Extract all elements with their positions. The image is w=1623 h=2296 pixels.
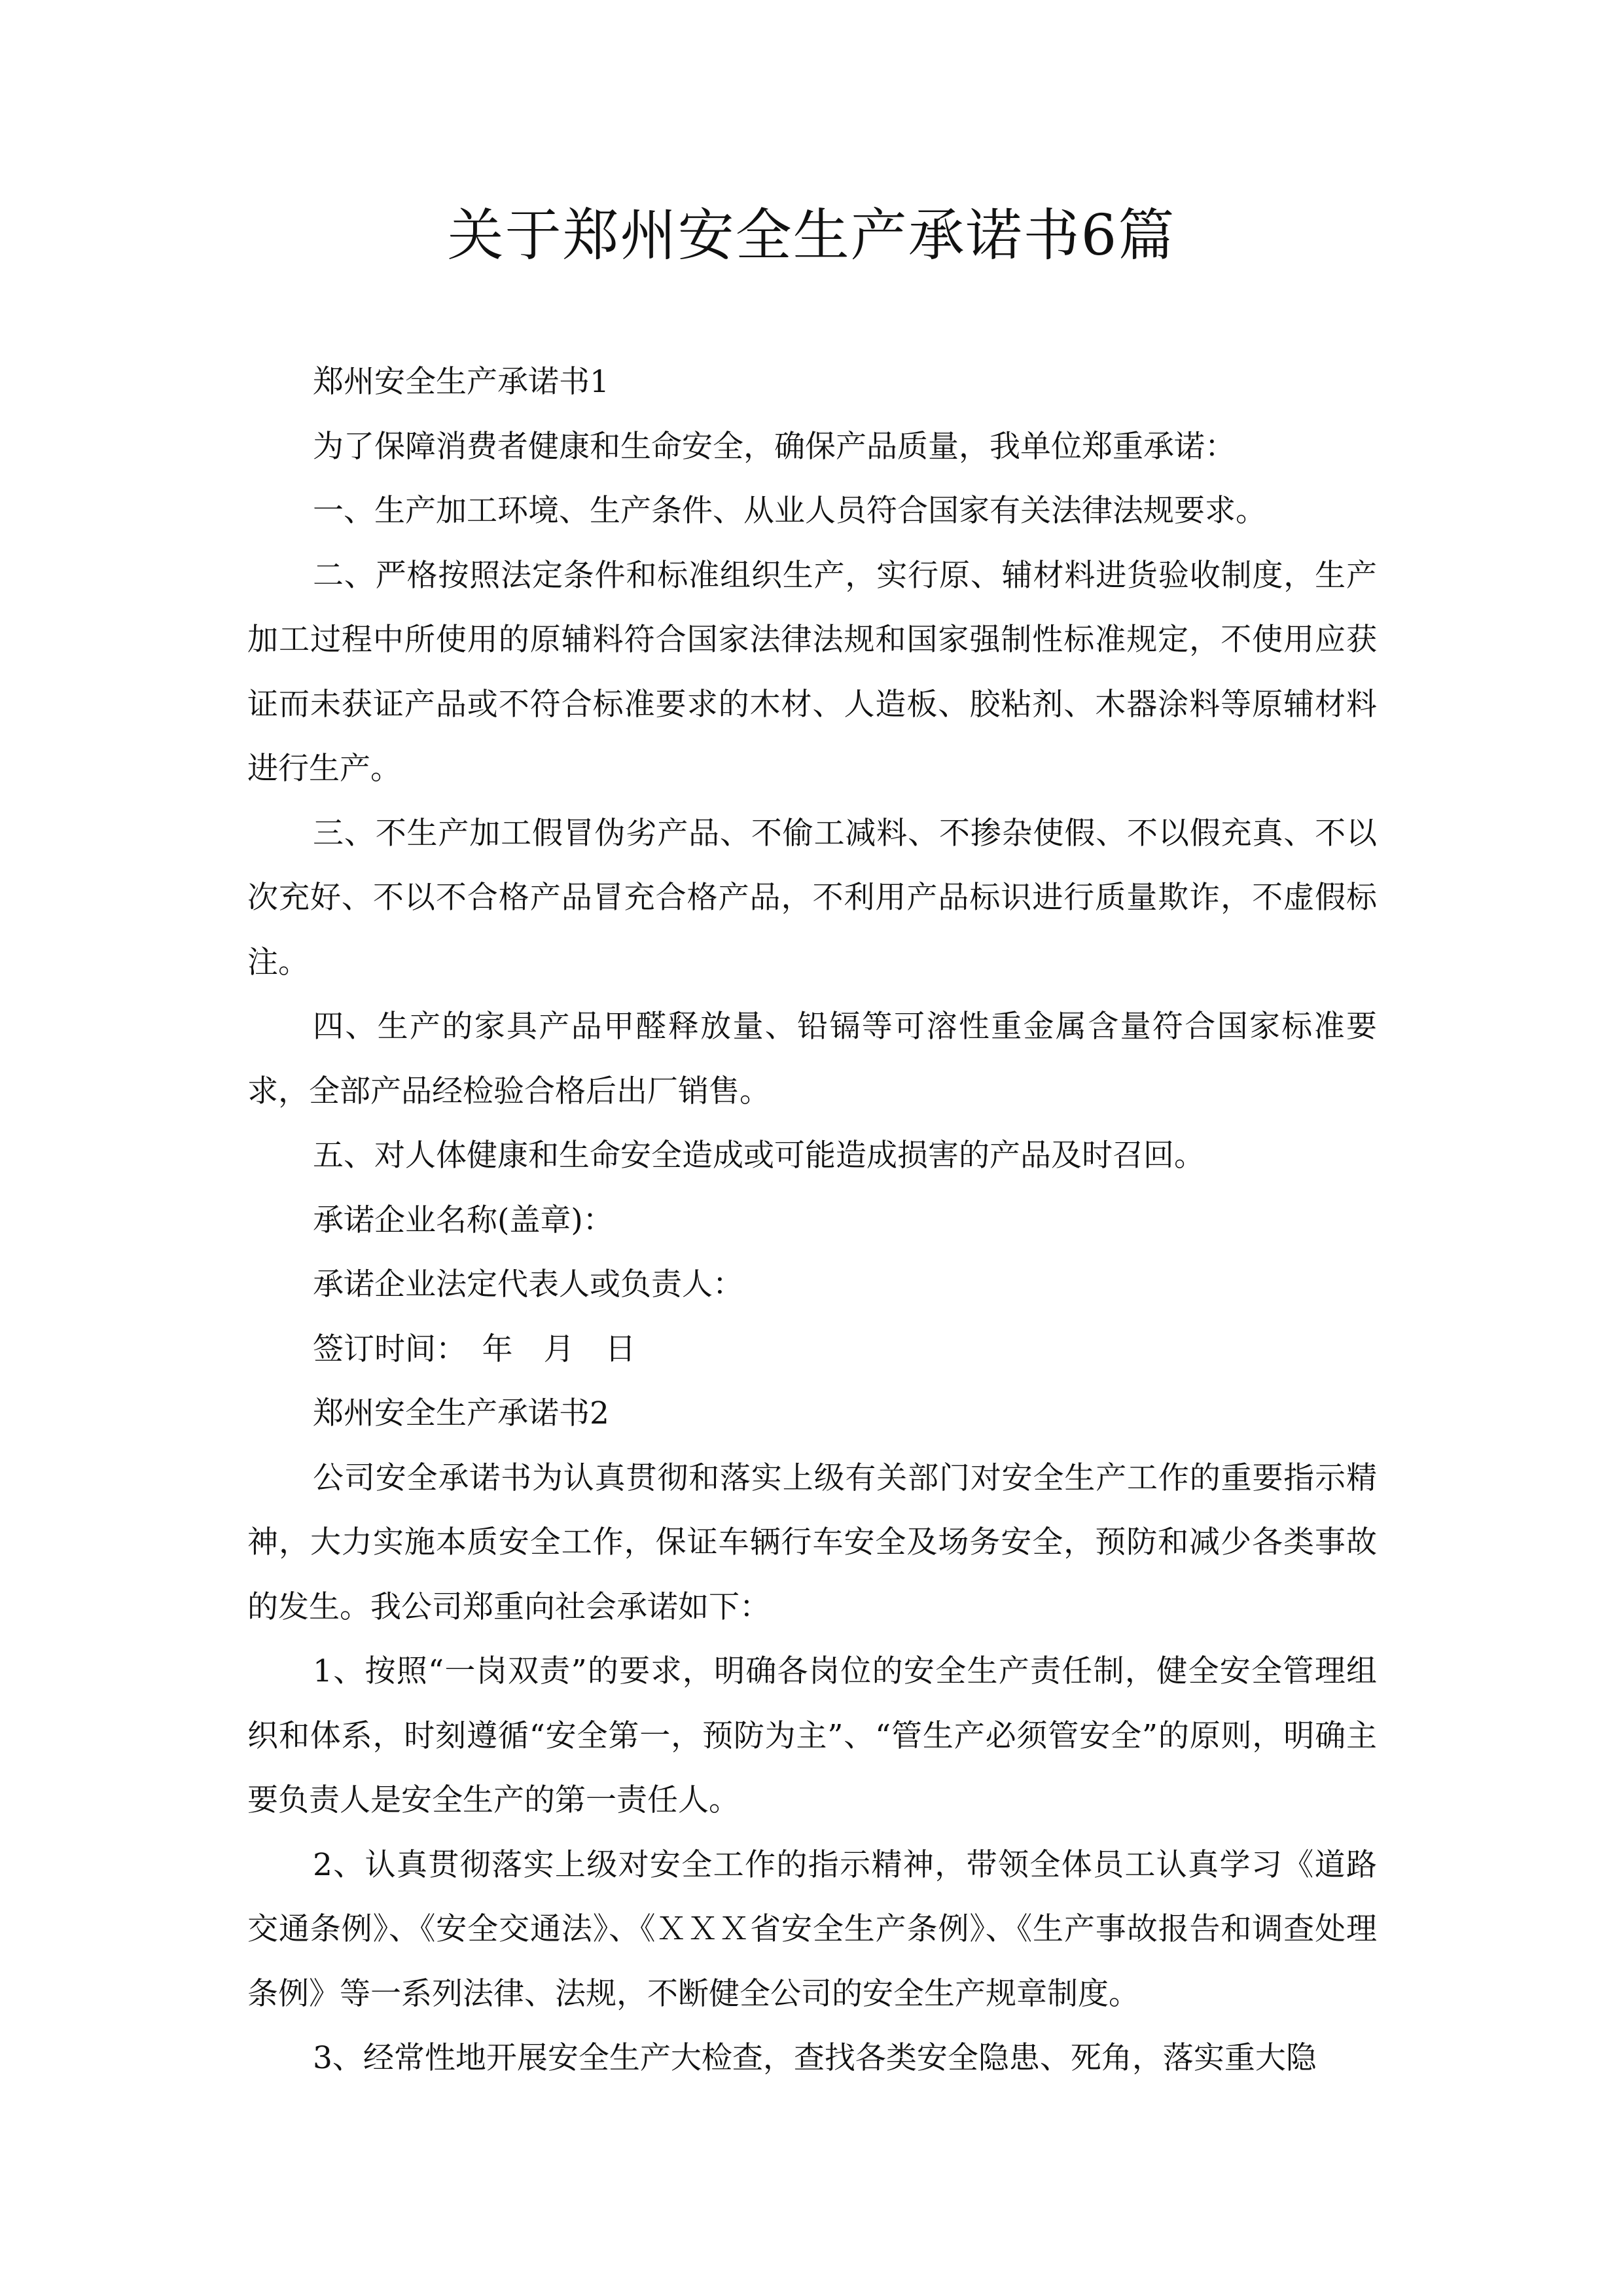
paragraph-intro-2: 公司安全承诺书为认真贯彻和落实上级有关部门对安全生产工作的重要指示精神，大力实施本质安全工作，保证车辆行车安全及场务安全，预防和减少各类事故的发生。我公司郑重向社会承诺如下：: [247, 1460, 1377, 1625]
section-heading-1: 郑州安全生产承诺书1: [313, 364, 609, 400]
paragraph-commitment-1: 1、按照“一岗双责”的要求，明确各岗位的安全生产责任制，健全安全管理组织和体系，时刻遵循“安全第一，预防为主”、“管生产必须管安全”的原则，明确主要负责人是安全生产的第一责任人。: [247, 1653, 1377, 1818]
document-body: [247, 350, 1377, 2091]
paragraph-item-2: 二、严格按照法定条件和标准组织生产，实行原、辅材料进货验收制度，生产加工过程中所使用的原辅料符合国家法律法规和国家强制性标准规定，不使用应获证而未获证产品或不符合标准要求的木材、人造板、胶粘剂、木器涂料等原辅材料进行生产。: [247, 557, 1377, 787]
paragraph-commitment-3: 3、经常性地开展安全生产大检查，查找各类安全隐患、死角，落实重大隐: [313, 2040, 1317, 2076]
paragraph-intro-1: 为了保障消费者健康和生命安全，确保产品质量，我单位郑重承诺：: [313, 428, 1236, 465]
paragraph-commitment-2: 2、认真贯彻落实上级对安全工作的指示精神，带领全体员工认真学习《道路交通条例》、《安全交通法》、《ＸＸＸ省安全生产条例》、《生产事故报告和调查处理条例》等一系列法律、法规，不断健全公司的安全生产规章制度。: [247, 1846, 1377, 2012]
signature-legal-representative: 承诺企业法定代表人或负责人：: [313, 1266, 743, 1302]
paragraph-item-5: 五、对人体健康和生命安全造成或可能造成损害的产品及时召回。: [313, 1138, 1205, 1174]
paragraph-item-3: 三、不生产加工假冒伪劣产品、不偷工减料、不掺杂使假、不以假充真、不以次充好、不以不合格产品冒充合格产品，不利用产品标识进行质量欺诈，不虚假标注。: [247, 815, 1377, 980]
signature-date: 签订时间： 年 月 日: [313, 1331, 636, 1367]
paragraph-item-4: 四、生产的家具产品甲醛释放量、铅镉等可溶性重金属含量符合国家标准要求，全部产品经检验合格后出厂销售。: [247, 1009, 1377, 1109]
section-heading-2: 郑州安全生产承诺书2: [313, 1395, 609, 1431]
document-title: 关于郑州安全生产承诺书6篇: [447, 203, 1176, 268]
signature-company-name: 承诺企业名称(盖章)：: [313, 1202, 614, 1238]
paragraph-item-1: 一、生产加工环境、生产条件、从业人员符合国家有关法律法规要求。: [313, 493, 1266, 529]
